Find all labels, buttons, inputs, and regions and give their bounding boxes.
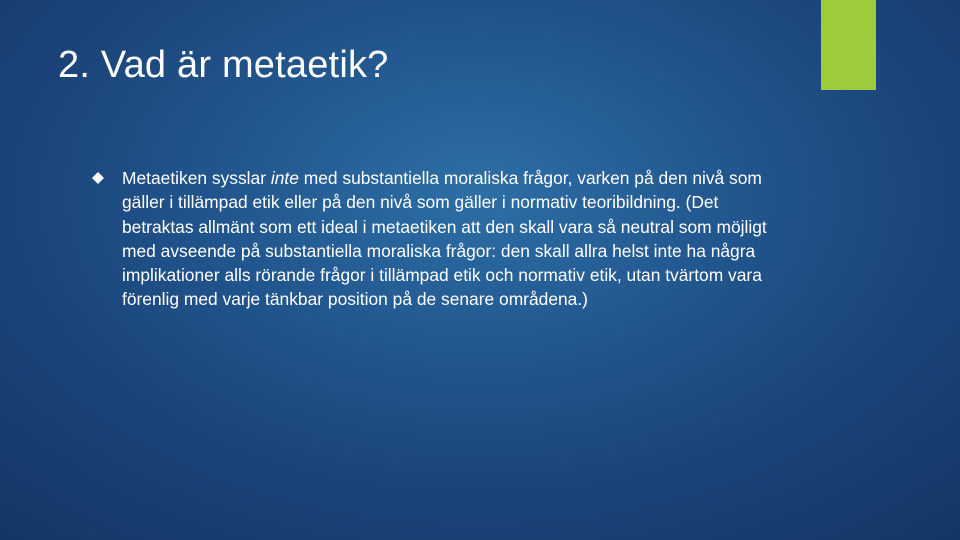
slide-title: 2. Vad är metaetik?	[58, 44, 389, 86]
slide-content	[92, 166, 792, 312]
accent-bar	[821, 0, 876, 90]
bullet-text	[122, 166, 792, 312]
diamond-bullet-icon	[92, 172, 104, 184]
bullet-text-emphasis: inte	[270, 168, 299, 188]
bullet-item	[92, 166, 792, 312]
bullet-text-rest: med substantiella moraliska frågor, varken på den nivå som gäller i tillämpad etik eller på den nivå som gäller i normativ teoribildning. (Det betraktas allmänt som ett ideal i metaetiken att den skall vara så neutral som möjligt med avseende på substantiella moraliska frågor: den skall allra helst inte ha några implikationer alls rörande frågor i tillämpad etik och normativ etik, utan tvärtom vara förenlig med varje tänkbar position på de senare områdena.)	[122, 168, 767, 310]
bullet-text-start: Metaetiken sysslar	[122, 168, 271, 188]
